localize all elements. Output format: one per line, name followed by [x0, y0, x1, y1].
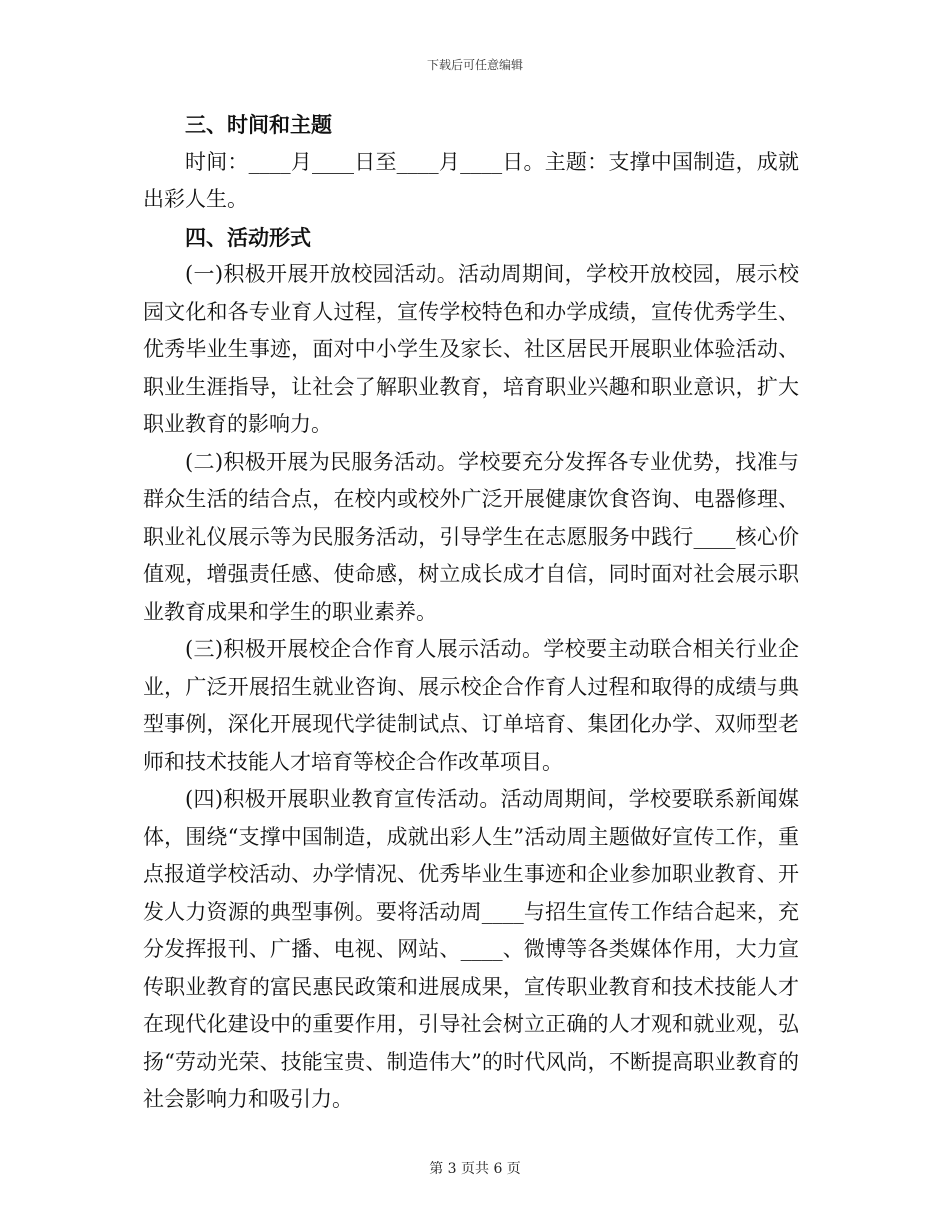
- page-header: 下载后可任意编辑: [426, 58, 523, 72]
- document-body: [143, 106, 799, 1119]
- section-heading: 三、时间和主题: [185, 112, 332, 137]
- paragraph: 时间：____月____日至____月____日。主题：支撑中国制造，成就出彩人生。: [143, 149, 799, 211]
- section-heading: 四、活动形式: [185, 224, 311, 250]
- paragraph: (三)积极开展校企合作育人展示活动。学校要主动联合相关行业企业，广泛开展招生就业咨询、展示校企合作育人过程和取得的成绩与典型事例，深化开展现代学徒制试点、订单培育、集团化办学、双师型老师和技术技能人才培育等校企合作改革项目。: [143, 637, 799, 774]
- paragraph: (四)积极开展职业教育宣传活动。活动周期间，学校要联系新闻媒体，围绕“支撑中国制造，成就出彩人生”活动周主题做好宣传工作，重点报道学校活动、办学情况、优秀毕业生事迹和企业参加职业教育、开发人力资源的典型事例。要将活动周____与招生宣传工作结合起来，充分发挥报刊、广播、电视、网站、____、微博等各类媒体作用，大力宣传职业教育的富民惠民政策和进展成果，宣传职业教育和技术技能人才在现代化建设中的重要作用，引导社会树立正确的人才观和就业观，弘扬“劳动光荣、技能宝贵、制造伟大”的时代风尚，不断提高职业教育的社会影响力和吸引力。: [143, 787, 799, 1111]
- paragraph: (一)积极开展开放校园活动。活动周期间，学校开放校园，展示校园文化和各专业育人过程，宣传学校特色和办学成绩，宣传优秀学生、优秀毕业生事迹，面对中小学生及家长、社区居民开展职业体验活动、职业生涯指导，让社会了解职业教育，培育职业兴趣和职业意识，扩大职业教育的影响力。: [143, 262, 799, 436]
- section-activity-forms: [143, 219, 799, 1119]
- section-time-theme: [143, 106, 799, 219]
- page-footer: 第 3 页共 6 页: [429, 1161, 521, 1177]
- paragraph: (二)积极开展为民服务活动。学校要充分发挥各专业优势，找准与群众生活的结合点，在校内或校外广泛开展健康饮食咨询、电器修理、职业礼仪展示等为民服务活动，引导学生在志愿服务中践行____核心价值观，增强责任感、使命感，树立成长成才自信，同时面对社会展示职业教育成果和学生的职业素养。: [143, 449, 799, 624]
